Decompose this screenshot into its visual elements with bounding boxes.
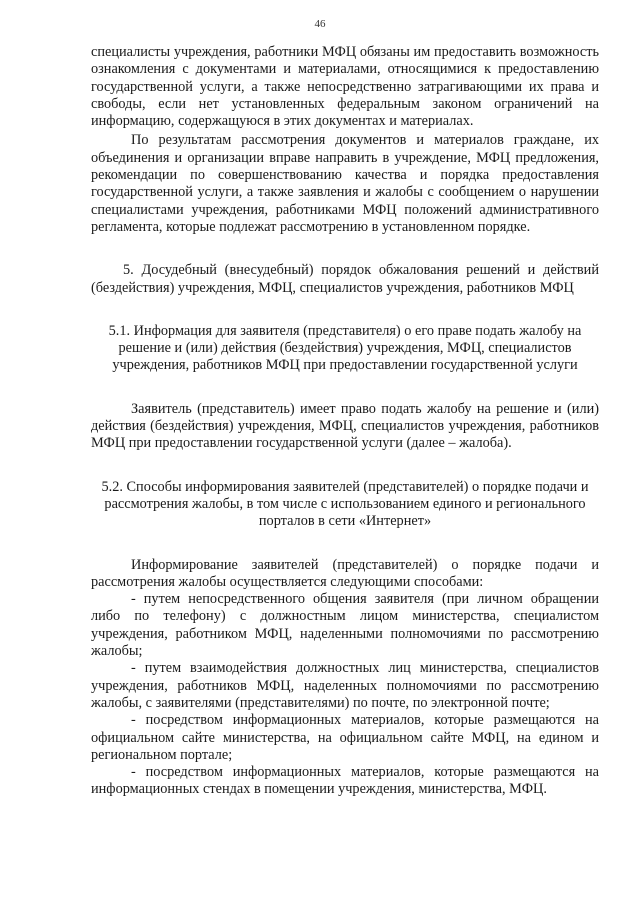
list-item: - посредством информационных материалов, которые размещаются на официальном сайте министерства, на официальном сайте МФЦ, на едином и региональном портале; [91,712,599,763]
paragraph-access-to-documents: специалисты учреждения, работники МФЦ обязаны им предоставить возможность ознакомления с документами и материалами, относящимися к предоставлению государственной услуги, а также непосредственно затрагивающими их права и свободы, если нет установленных федеральным законом ограничений на информацию, содержащуюся в этих документах и материалах. [91,44,599,130]
section-5-2-heading: 5.2. Способы информирования заявителей (представителей) о порядке подачи и рассмотрения жалобы, в том числе с использованием единого и регионального порталов в сети «Интернет» [101,478,589,530]
list-item: - путем непосредственного общения заявителя (при личном обращении либо по телефону) с должностным лицом министерства, специалистом учреждения, работником МФЦ, наделенными полномочиями по рассмотрению жалобы; [91,591,599,660]
paragraph-proposals: По результатам рассмотрения документов и материалов граждане, их объединения и организации вправе направить в учреждение, МФЦ предложения, рекомендации по совершенствованию качества и порядка предоставления государственной услуги, а также заявления и жалобы с сообщением о нарушении специалистами учреждения, работниками МФЦ положений административного регламента, которые подлежат рассмотрению в установленном порядке. [91,132,599,235]
page-number: 46 [314,18,326,30]
list-item: - посредством информационных материалов, которые размещаются на информационных стендах в помещении учреждения, министерства, МФЦ. [91,764,599,798]
section-5-heading: 5. Досудебный (внесудебный) порядок обжалования решений и действий (бездействия) учреждения, МФЦ, специалистов учреждения, работников МФЦ [91,262,599,296]
informing-methods-list [91,591,599,799]
list-item: - путем взаимодействия должностных лиц министерства, специалистов учреждения, работников МФЦ, наделенных полномочиями по рассмотрению жалобы, с заявителями (представителями) по почте, по электронной почте; [91,660,599,711]
paragraph-informing-methods: Информирование заявителей (представителей) о порядке подачи и рассмотрения жалобы осуществляется следующими способами: [91,556,599,590]
paragraph-right-to-complain: Заявитель (представитель) имеет право подать жалобу на решение и (или) действия (бездействия) учреждения, МФЦ, специалистов учреждения, работников МФЦ при предоставлении государственной услуги (далее – жалоба). [91,400,599,452]
document-body [91,44,599,799]
section-5-1-heading: 5.1. Информация для заявителя (представителя) о его праве подать жалобу на решение и (или) действия (бездействия) учреждения, МФЦ, специалистов учреждения, работников МФЦ при предоставлении государственной услуги [108,322,582,374]
